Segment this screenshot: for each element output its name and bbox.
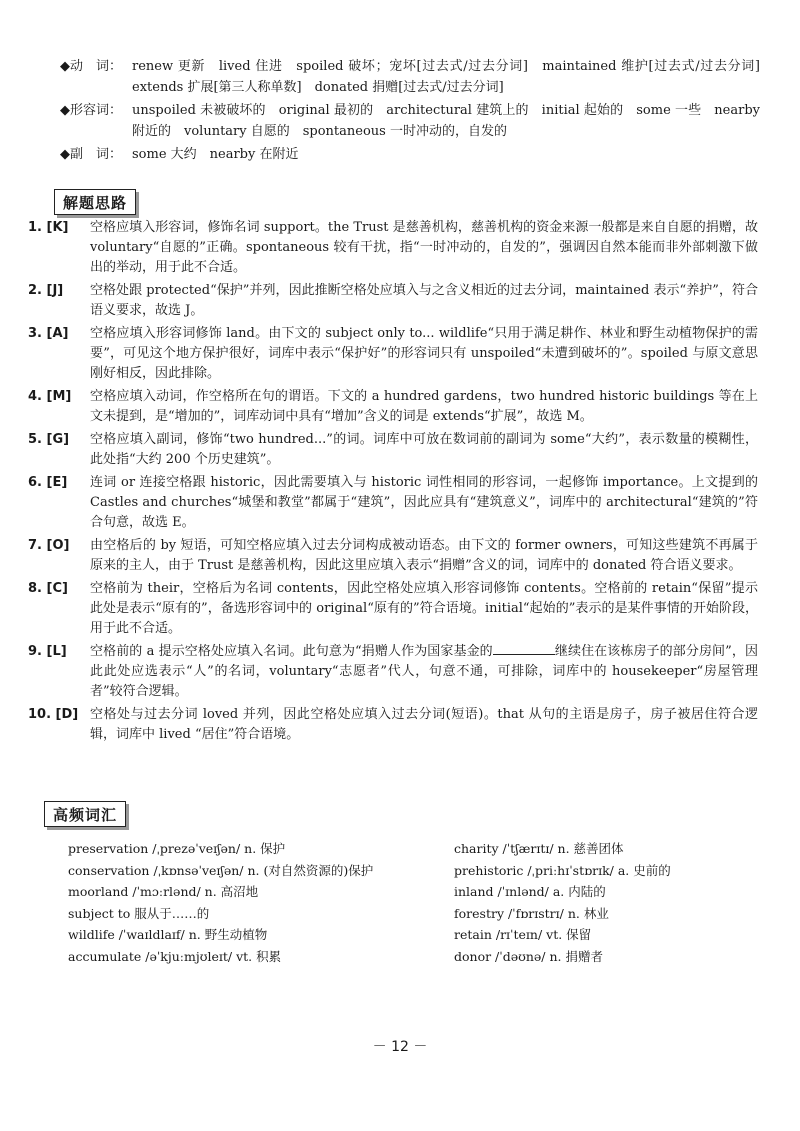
- solution-number: 7. [O]: [28, 538, 70, 553]
- solution-item: [28, 579, 758, 639]
- solution-number: 8. [C]: [28, 581, 68, 596]
- solution-item: [28, 218, 758, 278]
- vocab-section-header: 高频词汇: [44, 801, 126, 827]
- word-class-row-adverb: [60, 144, 760, 165]
- vocab-item: subject to 服从于……的: [68, 905, 210, 921]
- solution-item: [28, 387, 758, 427]
- word-class-text: renew 更新 lived 住进 spoiled 破坏；宠坏[过去式/过去分词] maintained 维护[过去式/过去分词] extends 扩展[第三人称单数] donated 捐赠[过去式/过去分词]: [132, 59, 774, 95]
- vocab-item: preservation /ˌprezəˈveɪʃən/ n. 保护: [68, 841, 286, 856]
- vocab-item: inland /ˈɪnlənd/ a. 内陆的: [454, 884, 606, 899]
- solution-text: 空格应填入形容词，修饰名词 support。the Trust 是慈善机构，慈善机构的资金来源一般都是来自自愿的捐赠，故 voluntary“自愿的”正确。spontaneous 较有干扰，指“一时冲动的，自发的”，强调因自然本能而非外部刺激下做出的举动，用于此不合适。: [90, 220, 758, 275]
- word-class-label: ◆动 词：: [60, 59, 122, 74]
- vocab-item: donor /ˈdəʊnə/ n. 捐赠者: [454, 948, 603, 964]
- vocab-item: moorland /ˈmɔːrlənd/ n. 高沼地: [68, 884, 259, 899]
- solution-item: [28, 536, 758, 576]
- page-number: － 12 －: [372, 1039, 428, 1055]
- word-class-label: ◆形容词：: [60, 103, 122, 118]
- solution-text: 空格前为 their，空格后为名词 contents，因此空格处应填入形容词修饰 contents。空格前的 retain“保留”提示此处是表示“原有的”，备选形容词中的 original“原有的”符合语境。initial“起始的”表示的是某件事情的开始阶段，用于此不合适。: [90, 581, 758, 636]
- word-class-label: ◆副 词：: [60, 147, 122, 162]
- solution-list: [28, 218, 758, 748]
- vocab-item: conservation /ˌkɒnsəˈveɪʃən/ n. (对自然资源的)保护: [68, 862, 374, 878]
- vocab-item: charity /ˈtʃærɪtɪ/ n. 慈善团体: [454, 841, 624, 856]
- solution-number: 1. [K]: [28, 220, 69, 235]
- solution-text: [90, 642, 758, 702]
- solution-text: 空格处跟 protected“保护”并列，因此推断空格处应填入与之含义相近的过去分词，maintained 表示“养护”，符合语义要求，故选 J。: [90, 283, 758, 318]
- solution-number: 6. [E]: [28, 475, 68, 490]
- word-class-text: some 大约 nearby 在附近: [132, 147, 299, 162]
- solution-text-part: 继续住在该栋房子的部分房间”，因此此处应选表示“人”的名词，voluntary“志愿者”代人，句意不通，可排除，词库中的 housekeeper“房屋管理者”较符合逻辑。: [90, 644, 758, 699]
- solution-item: [28, 324, 758, 384]
- solution-text: 空格处与过去分词 loved 并列，因此空格处应填入过去分词(短语)。that 从句的主语是房子，房子被居住符合逻辑，词库中 lived “居住”符合语境。: [90, 707, 758, 742]
- vocab-list-right: [454, 838, 774, 967]
- solution-item: [28, 430, 758, 470]
- vocab-item: forestry /ˈfɒrɪstrɪ/ n. 林业: [454, 905, 609, 921]
- solution-section-header: 解题思路: [54, 189, 136, 215]
- solution-number: 9. [L]: [28, 644, 67, 659]
- solution-number: 3. [A]: [28, 326, 69, 341]
- vocab-list-left: [68, 838, 448, 967]
- word-class-row-adjective: [60, 100, 760, 142]
- vocab-item: accumulate /əˈkjuːmjʊleɪt/ vt. 积累: [68, 948, 282, 964]
- solution-text: 空格应填入副词，修饰“two hundred...”的词。词库中可放在数词前的副词为 some“大约”，表示数量的模糊性，此处指“大约 200 个历史建筑”。: [90, 432, 758, 467]
- vocab-item: retain /rɪˈteɪn/ vt. 保留: [454, 927, 592, 942]
- word-class-text: unspoiled 未被破坏的 original 最初的 architectural 建筑上的 initial 起始的 some 一些 nearby 附近的 voluntary 自愿的 spontaneous 一时冲动的，自发的: [132, 103, 760, 139]
- solution-item: [28, 705, 758, 745]
- solution-text: 由空格后的 by 短语，可知空格应填入过去分词构成被动语态。由下文的 former owners，可知这些建筑不再属于原来的主人，由于 Trust 是慈善机构，因此这里应填入表示“捐赠”含义的词，词库中的 donated 符合语义要求。: [90, 538, 758, 573]
- solution-text: 空格应填入动词，作空格所在句的谓语。下文的 a hundred gardens，two hundred historic buildings 等在上文未提到，是“增加的”，词库动词中具有“增加”含义的词是 extends“扩展”，故选 M。: [90, 389, 758, 424]
- solution-number: 10. [D]: [28, 707, 79, 722]
- answer-blank: [493, 642, 555, 655]
- solution-item: [28, 473, 758, 533]
- solution-text: 连词 or 连接空格跟 historic，因此需要填入与 historic 词性相同的形容词，一起修饰 importance。上文提到的 Castles and churches“城堡和教堂”都属于“建筑”，因此应具有“建筑意义”，词库中的 architectural“建筑的”符合句意，故选 E。: [90, 475, 758, 530]
- solution-item: [28, 642, 758, 702]
- solution-text: 空格应填入形容词修饰 land。由下文的 subject only to... wildlife“只用于满足耕作、林业和野生动植物保护的需要”，可见这个地方保护很好，词库中表示“保护好”的形容词只有 unspoiled“未遭到破坏的”。spoiled 与原文意思刚好相反，因此排除。: [90, 326, 758, 381]
- vocab-item: wildlife /ˈwaɪldlaɪf/ n. 野生动植物: [68, 927, 268, 942]
- word-class-list: [60, 56, 774, 167]
- solution-text-part: 空格前的 a 提示空格处应填入名词。此句意为“捐赠人作为国家基金的: [90, 644, 493, 659]
- solution-number: 2. [J]: [28, 283, 64, 298]
- solution-item: [28, 281, 758, 321]
- solution-number: 5. [G]: [28, 432, 70, 447]
- word-class-row-verb: [60, 56, 774, 98]
- solution-number: 4. [M]: [28, 389, 72, 404]
- vocab-item: prehistoric /ˌpriːhɪˈstɒrɪk/ a. 史前的: [454, 862, 671, 878]
